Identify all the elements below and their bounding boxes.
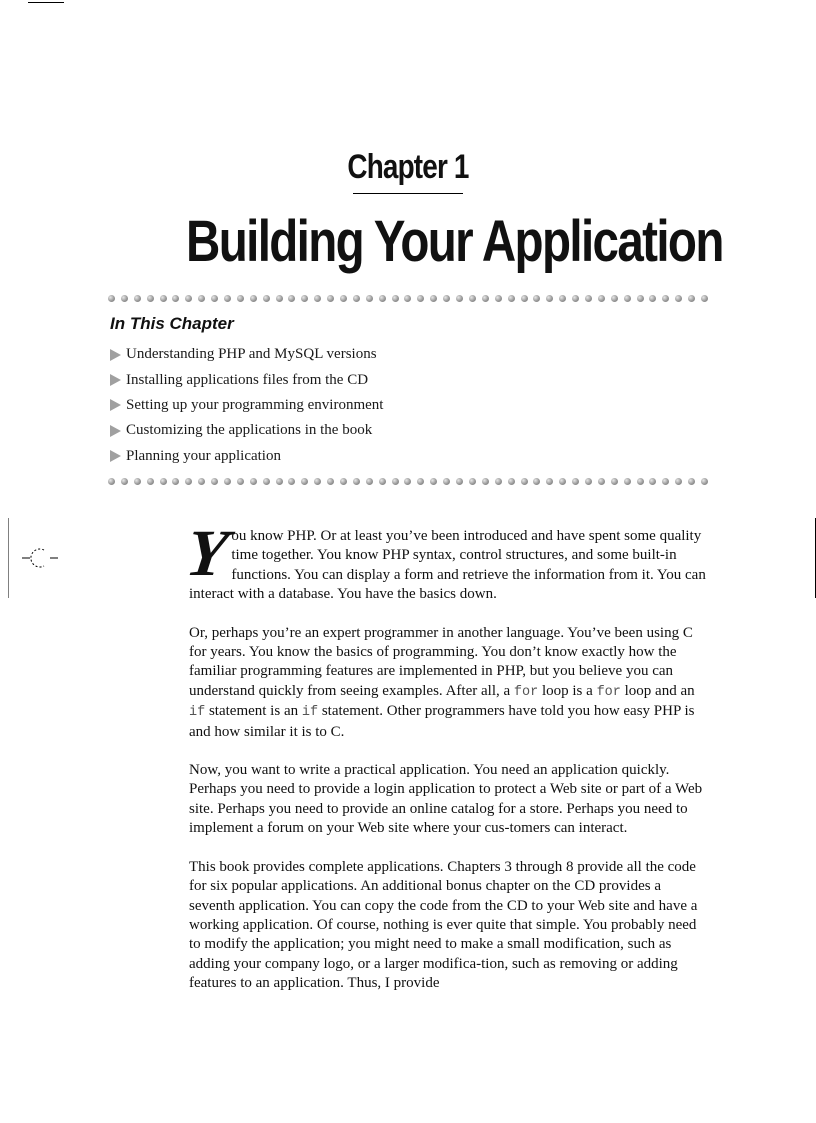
divider-dot [417, 295, 424, 302]
arrow-bullet-icon [110, 450, 121, 462]
code-if: if [189, 705, 206, 721]
divider-dot [366, 478, 373, 485]
divider-dot [559, 295, 566, 302]
divider-dot [121, 478, 128, 485]
divider-dot [108, 295, 115, 302]
divider-dot [430, 295, 437, 302]
crop-mark-top [28, 2, 64, 3]
divider-dot [675, 295, 682, 302]
topic-item [110, 393, 383, 418]
divider-dot [443, 478, 450, 485]
dotted-divider-bottom [108, 477, 708, 485]
divider-dot [598, 295, 605, 302]
divider-dot [482, 478, 489, 485]
divider-dot [340, 478, 347, 485]
divider-dot [624, 295, 631, 302]
topic-item [110, 418, 383, 443]
divider-dot [314, 478, 321, 485]
divider-dot [701, 478, 708, 485]
divider-dot [675, 478, 682, 485]
divider-dot [508, 478, 515, 485]
divider-dot [379, 295, 386, 302]
paragraph-4: This book provides complete applications. Chapters 3 through 8 provide all the code for six popular applications. An additional bonus chapter on the CD provides a seventh application. You can copy the code from the CD to your Web site and have a working application. Of course, nothing is ever quite that simple. You probably need to modify the application; you might need to make a small modification, such as adding your company logo, or a larger modifica-tion, such as removing or adding features to an application. Thus, I provide [189, 858, 698, 992]
divider-dot [263, 478, 270, 485]
divider-dot [662, 295, 669, 302]
registration-mark-icon [8, 518, 68, 598]
divider-dot [456, 295, 463, 302]
divider-dot [404, 478, 411, 485]
divider-dot [250, 295, 257, 302]
topic-item [110, 444, 383, 469]
divider-dot [211, 478, 218, 485]
divider-dot [649, 478, 656, 485]
divider-dot [521, 295, 528, 302]
divider-dot [237, 478, 244, 485]
paragraph-2: Or, perhaps you’re an expert programmer in another language. You’ve been using C for years. You know the basics of programming. You don’t know exactly how the familiar programming features are implemented in PHP, but you believe you can understand quickly from seeing examples. After all, a for loop is a for loop and an if statement is an if statement. Other programmers have told you how easy PHP is and how similar it is to C. [189, 624, 695, 740]
divider-dot [314, 295, 321, 302]
divider-dot [301, 295, 308, 302]
divider-dot [688, 478, 695, 485]
divider-dot [160, 478, 167, 485]
divider-dot [392, 478, 399, 485]
divider-dot [366, 295, 373, 302]
divider-dot [598, 478, 605, 485]
divider-dot [572, 478, 579, 485]
divider-dot [508, 295, 515, 302]
divider-dot [160, 295, 167, 302]
divider-dot [469, 295, 476, 302]
code-for: for [596, 684, 621, 700]
divider-dot [121, 295, 128, 302]
divider-dot [649, 295, 656, 302]
divider-dot [301, 478, 308, 485]
divider-dot [585, 478, 592, 485]
divider-dot [688, 295, 695, 302]
divider-dot [701, 295, 708, 302]
divider-dot [585, 295, 592, 302]
arrow-bullet-icon [110, 374, 121, 386]
divider-dot [224, 478, 231, 485]
topic-item [110, 342, 383, 367]
divider-dot [546, 295, 553, 302]
divider-dot [185, 295, 192, 302]
divider-dot [185, 478, 192, 485]
divider-dot [288, 295, 295, 302]
divider-dot [134, 478, 141, 485]
divider-dot [482, 295, 489, 302]
chapter-topics-list [110, 342, 383, 469]
chapter-rule [353, 193, 463, 194]
chapter-label: Chapter 1 [347, 148, 469, 186]
divider-dot [198, 478, 205, 485]
topic-item-label: Setting up your programming environment [126, 396, 384, 413]
divider-dot [456, 478, 463, 485]
divider-dot [172, 478, 179, 485]
divider-dot [108, 478, 115, 485]
divider-dot [469, 478, 476, 485]
divider-dot [662, 478, 669, 485]
divider-dot [288, 478, 295, 485]
arrow-bullet-icon [110, 399, 121, 411]
arrow-bullet-icon [110, 425, 121, 437]
divider-dot [198, 295, 205, 302]
drop-cap: Y [181, 517, 233, 590]
divider-dot [147, 478, 154, 485]
chapter-body [181, 517, 707, 1013]
divider-dot [521, 478, 528, 485]
divider-dot [263, 295, 270, 302]
divider-dot [392, 295, 399, 302]
divider-dot [211, 295, 218, 302]
divider-dot [637, 478, 644, 485]
chapter-title: Building Your Application [186, 209, 723, 274]
divider-dot [353, 295, 360, 302]
divider-dot [327, 295, 334, 302]
divider-dot [250, 478, 257, 485]
divider-dot [404, 295, 411, 302]
paragraph-3: Now, you want to write a practical application. You need an application quickly. Perhaps you need to provide a login application to protect a Web site or part of a Web site. Perhaps you need to provide an online catalog for a store. Perhaps you need to implement a forum on your Web site where your cus-tomers can interact. [189, 762, 703, 837]
divider-dot [533, 478, 540, 485]
paragraph-1: Y ou know PHP. Or at least you’ve been introduced and have spent some quality time together. You know PHP syntax, control structures, and some built-in functions. You can display a form and retrieve the information from it. You can interact with a database. You have the basics down. [181, 517, 706, 603]
divider-dot [147, 295, 154, 302]
divider-dot [379, 478, 386, 485]
divider-dot [572, 295, 579, 302]
divider-dot [224, 295, 231, 302]
divider-dot [611, 295, 618, 302]
divider-dot [559, 478, 566, 485]
topic-item-label: Customizing the applications in the book [126, 422, 373, 439]
divider-dot [276, 478, 283, 485]
topic-item-label: Understanding PHP and MySQL versions [126, 346, 377, 363]
divider-dot [546, 478, 553, 485]
divider-dot [533, 295, 540, 302]
divider-dot [611, 478, 618, 485]
divider-dot [637, 295, 644, 302]
arrow-bullet-icon [110, 349, 121, 361]
in-this-chapter-heading: In This Chapter [110, 314, 234, 333]
divider-dot [340, 295, 347, 302]
dotted-divider-top [108, 294, 708, 302]
code-if: if [301, 705, 319, 721]
divider-dot [353, 478, 360, 485]
topic-item-label: Planning your application [126, 447, 281, 464]
divider-dot [495, 478, 502, 485]
code-for: for [513, 684, 539, 700]
divider-dot [624, 478, 631, 485]
divider-dot [276, 295, 283, 302]
divider-dot [172, 295, 179, 302]
divider-dot [495, 295, 502, 302]
divider-dot [134, 295, 141, 302]
divider-dot [237, 295, 244, 302]
divider-dot [443, 295, 450, 302]
topic-item [110, 367, 383, 392]
divider-dot [430, 478, 437, 485]
divider-dot [417, 478, 424, 485]
divider-dot [327, 478, 334, 485]
topic-item-label: Installing applications files from the CD [126, 371, 369, 388]
